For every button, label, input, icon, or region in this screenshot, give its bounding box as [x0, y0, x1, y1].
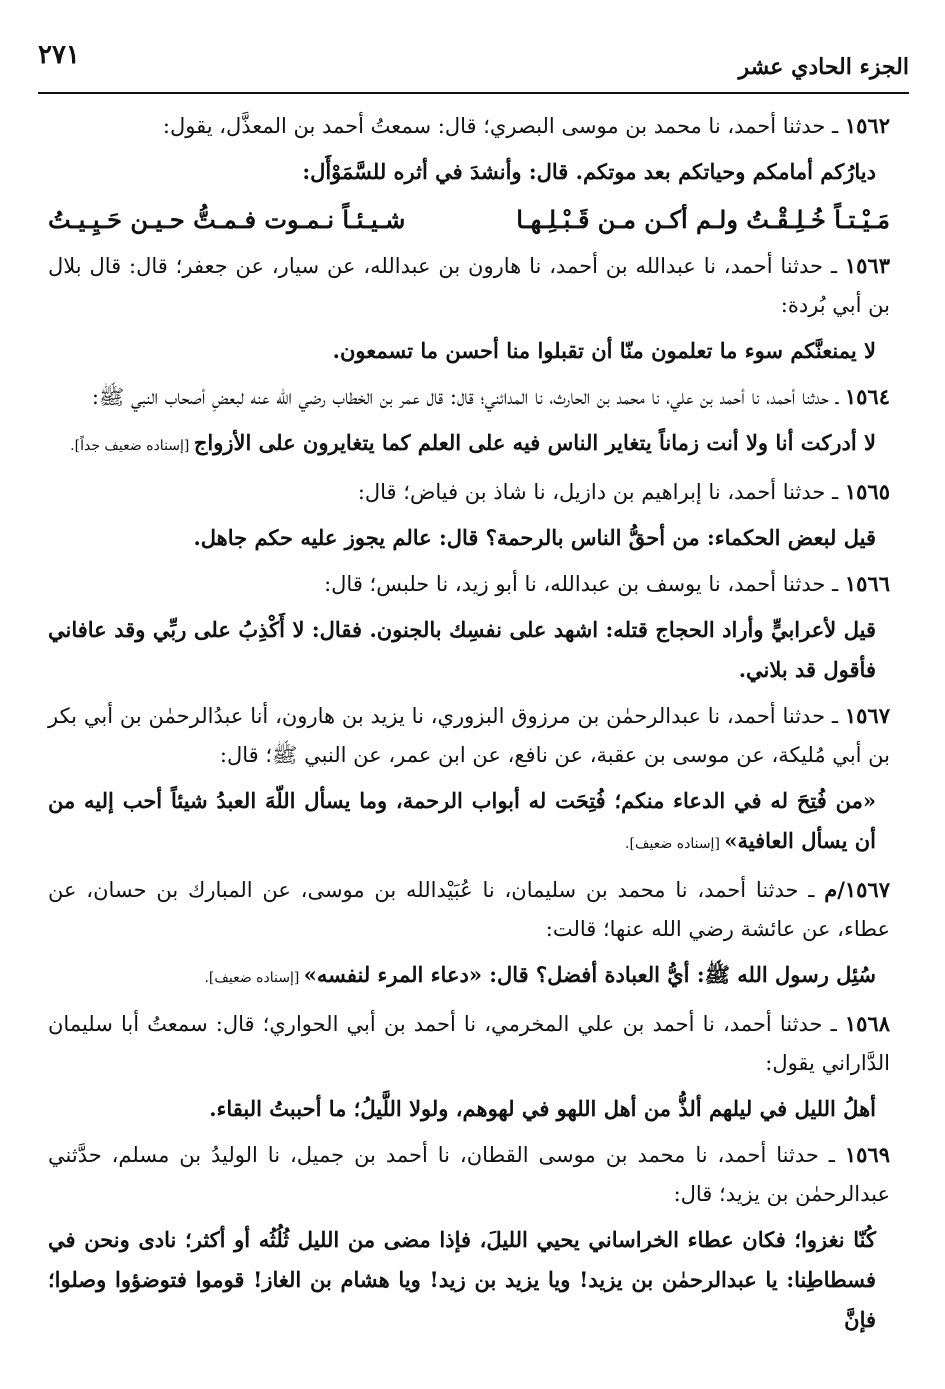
hadith-isnad — [48, 246, 890, 325]
hadith-isnad — [48, 564, 890, 604]
entry-number: ١٥٦٦ — [844, 571, 890, 596]
hadith-text: قيل لبعض الحكماء: من أحقُّ الناس بالرحمة؟ قال: عالم يجوز عليه حكم جاهل. — [193, 525, 876, 550]
entry-number: ١٥٦٨ — [844, 1011, 890, 1036]
entry-number: ١٥٦٧/م — [824, 877, 890, 902]
isnad-text: ـ حدثنا أحمد، نا محمد بن موسى القطان، نا أحمد بن جميل، نا الوليدُ بن مسلم، حدَّثني عبدالرحمٰن بن يزيد؛ قال: — [48, 1143, 890, 1206]
isnad-text: ـ حدثنا أحمد، نا عبدالله بن أحمد، نا هارون بن عبدالله، عن سيار، عن جعفر؛ قال: قال بلال بن أبي بُردة: — [48, 254, 890, 317]
isnad-text: ـ حدثنا أحمد، نا محمد بن موسى البصري؛ قال: سمعتُ أحمد بن المعذَّل، يقول: — [162, 114, 845, 138]
running-title: الجزء الحادي عشر — [738, 54, 909, 80]
quote-text: لا أدركت أنا ولا أنت زماناً يتغاير الناس فيه على العلم كما يتغايرون على الأزواج — [193, 430, 876, 455]
isnad-text: ـ حدثنا أحمد، نا عبدالرحمٰن بن مرزوق البزوري، نا يزيد بن هارون، أنا عبدُالرحمٰن بن أبي بكر بن أبي مُليكة، عن موسى بن عقبة، عن نافع، عن ابن عمر، عن النبي ﷺ؛ قال: — [48, 704, 890, 767]
poem-verse — [48, 198, 890, 242]
isnad-text: ـ حدثنا أحمد، نا أحمد بن علي المخرمي، نا أحمد بن أبي الحواري؛ قال: سمعتُ أبا سليمان الدَّاراني يقول: — [48, 1012, 890, 1075]
hadith-text: ديارُكم أمامكم وحياتكم بعد موتكم. قال: وأنشدَ في أثره للسَّمَوْأَل: — [302, 159, 876, 184]
verse-second-hemistich: شـيـئـاً نـمـوت فـمـتُّ حـيـن حَـيِـيـتُ — [48, 205, 406, 234]
page-number: ٢٧١ — [38, 40, 80, 70]
hadith-isnad — [48, 1004, 890, 1083]
hadith-text: كُنّا نغزوا؛ فكان عطاء الخراساني يحيي الليلَ، فإذا مضى من الليل ثُلُثُه أو أكثر؛ نادى ونحن في فسطاطِنا: يا عبدالرحمٰن بن يزيد! ويا يزيد بن زيد! ويا هشام بن الغاز! قوموا فتوضؤوا وصلوا؛ فإنَّ — [48, 1227, 876, 1332]
isnad-text: ـ حدثنا أحمد، نا يوسف بن عبدالله، نا أبو زيد، نا حلبس؛ قال: — [324, 572, 845, 596]
entry-number: ١٥٦٩ — [844, 1142, 890, 1167]
page-body — [48, 106, 890, 1346]
hadith-text: لا يمنعنَّكم سوء ما تعلمون منّا أن تقبلوا منا أحسن ما تسمعون. — [332, 338, 876, 363]
hadith-isnad — [48, 870, 890, 949]
hadith-isnad — [48, 1135, 890, 1214]
hadith-isnad — [48, 696, 890, 775]
isnad-text: ـ حدثنا أحمد، نا إبراهيم بن دازيل، نا شاذ بن فياض؛ قال: — [357, 480, 845, 504]
entry-number: ١٥٦٤ — [844, 384, 890, 409]
hadith-text — [48, 423, 890, 466]
entry-number: ١٥٦٣ — [844, 253, 890, 278]
grading-note: [إسناده ضعيف جداً]. — [70, 438, 194, 454]
isnad-text: ـ حدثنا أحمد، نا أحمد بن علي، نا محمد بن الحارث، نا المدائني؛ قال: قال عمر بن الخطاب رضي الله عنه لبعضِ أصحاب النبي ﷺ: — [91, 385, 845, 409]
entry-number: ١٥٦٥ — [844, 479, 890, 504]
hadith-text: قيل لأعرابيٍّ وأراد الحجاج قتله: اشهد على نفسِك بالجنون. فقال: لا أَكْذِبُ على ربِّي وقد عافاني فأقول قد بلاني. — [48, 617, 876, 682]
verse-first-hemistich: مَـيْـتـاً خُـلِـقْـتُ ولـم أكـن مـن قَـبْـلِـهـا — [516, 205, 890, 234]
hadith-text — [48, 781, 890, 864]
grading-note: [إسناده ضعيف]. — [204, 970, 304, 986]
grading-note: [إسناده ضعيف]. — [625, 836, 725, 852]
page-header — [38, 40, 909, 94]
entry-number: ١٥٦٧ — [844, 703, 890, 728]
hadith-isnad — [48, 472, 890, 512]
hadith-isnad — [48, 377, 890, 417]
hadith-text: أهلُ الليل في ليلهم ألذُّ من أهل اللهو في لهوهم، ولولا اللَّيلُ؛ ما أحببتُ البقاء. — [209, 1096, 876, 1121]
quote-text: سُئِل رسول الله ﷺ: أيُّ العبادة أفضل؟ قال: «دعاء المرء لنفسه» — [303, 962, 876, 987]
isnad-text: ـ حدثنا أحمد، نا محمد بن سليمان، نا عُبَيْدالله بن موسى، عن المبارك بن حسان، عن عطاء، عن عائشة رضي الله عنها؛ قالت: — [48, 878, 890, 941]
entry-number: ١٥٦٢ — [844, 113, 890, 138]
quote-text: «من فُتِحَ له في الدعاء منكم؛ فُتِحَت له أبواب الرحمة، وما يسأل اللّهَ العبدُ شيئاً أحب إليه من أن يسأل العافية» — [48, 788, 876, 853]
hadith-text — [48, 955, 890, 998]
hadith-isnad — [48, 106, 890, 146]
